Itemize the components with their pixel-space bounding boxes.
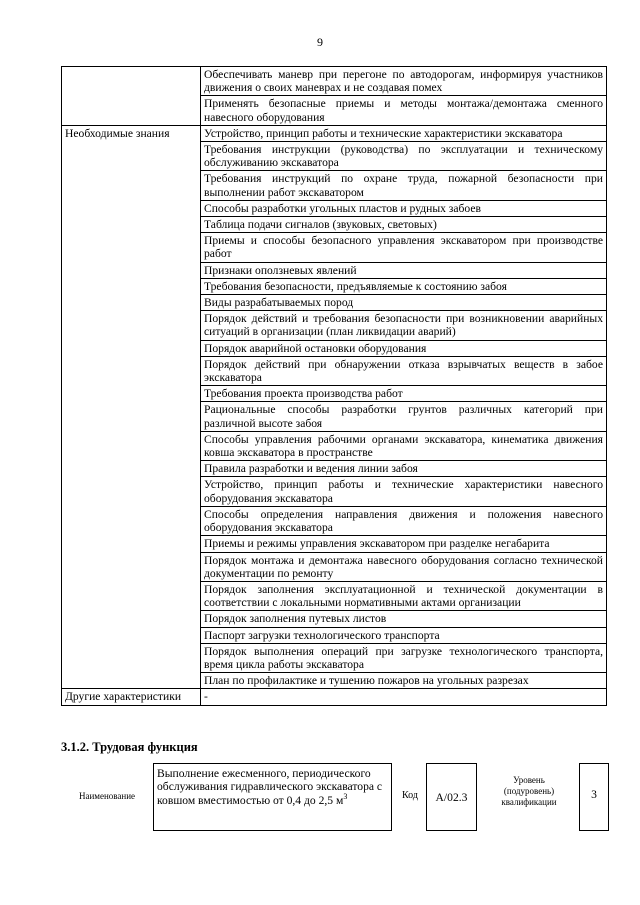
row-category-cell: Другие характеристики: [62, 689, 201, 705]
level-box: [579, 763, 609, 831]
row-content-cell: Устройство, принцип работы и технические характеристики навесного оборудования экскаватора: [201, 477, 607, 506]
function-name-box: [153, 763, 392, 831]
row-content-cell: Порядок аварийной остановки оборудования: [201, 340, 607, 356]
row-content-cell: Приемы и способы безопасного управления экскаватором при производстве работ: [201, 233, 607, 262]
row-category-cell: [62, 67, 201, 126]
row-content-cell: Требования инструкции (руководства) по эксплуатации и техническому обслуживанию экскаватора: [201, 142, 607, 171]
row-content-cell: Рациональные способы разработки грунтов различных категорий при различной высоте забоя: [201, 402, 607, 431]
row-content-cell: Обеспечивать маневр при перегоне по автодорогам, информируя участников движения о своих маневрах и не создавая помех: [201, 67, 607, 96]
function-name-text: Выполнение ежесменного, периодического обслуживания гидравлического экскаватора с ковшом вместимостью от 0,4 до 2,5 м: [157, 767, 383, 807]
row-content-cell: Порядок монтажа и демонтажа навесного оборудования согласно технической документации по ремонту: [201, 552, 607, 581]
row-content-cell: Способы управления рабочими органами экскаватора, кинематика движения ковша экскаватора в пространстве: [201, 431, 607, 460]
row-content-cell: Таблица подачи сигналов (звуковых, световых): [201, 217, 607, 233]
row-content-cell: Требования проекта производства работ: [201, 386, 607, 402]
row-content-cell: Требования инструкций по охране труда, пожарной безопасности при выполнении работ экскаватором: [201, 171, 607, 200]
row-content-cell: Способы определения направления движения и положения навесного оборудования экскаватора: [201, 506, 607, 535]
level-label: Уровень (подуровень) квалификации: [501, 775, 557, 807]
row-content-cell: Виды разрабатываемых пород: [201, 295, 607, 311]
row-content-cell: Способы разработки угольных пластов и рудных забоев: [201, 200, 607, 216]
code-label: Код: [402, 790, 418, 801]
row-content-cell: Паспорт загрузки технологического транспорта: [201, 627, 607, 643]
code-box: [426, 763, 477, 831]
row-content-cell: Требования безопасности, предъявляемые к состоянию забоя: [201, 278, 607, 294]
knowledge-table: [61, 66, 607, 706]
row-content-cell: Применять безопасные приемы и методы монтажа/демонтажа сменного навесного оборудования: [201, 96, 607, 125]
table-row: [62, 125, 607, 141]
function-name-superscript: 3: [343, 791, 348, 801]
row-content-cell: Порядок заполнения эксплуатационной и технической документации в соответствии с локальными нормативными актами организации: [201, 581, 607, 610]
row-content-cell: Порядок выполнения операций при загрузке технологического транспорта, время цикла работы экскаватора: [201, 643, 607, 672]
level-value: 3: [591, 788, 597, 801]
row-content-cell: Порядок действий и требования безопасности при возникновении аварийных ситуаций в организации (план ликвидации аварий): [201, 311, 607, 340]
row-content-cell: Признаки оползневых явлений: [201, 262, 607, 278]
row-content-cell: План по профилактике и тушению пожаров на угольных разрезах: [201, 673, 607, 689]
section-title: 3.1.2. Трудовая функция: [61, 740, 198, 754]
row-content-cell: Приемы и режимы управления экскаватором при разделке негабарита: [201, 536, 607, 552]
row-content-cell: Правила разработки и ведения линии забоя: [201, 461, 607, 477]
row-content-cell: Порядок действий при обнаружении отказа взрывчатых веществ в забое экскаватора: [201, 356, 607, 385]
name-label: Наименование: [78, 791, 136, 801]
table-row: [62, 689, 607, 705]
row-content-cell: Порядок заполнения путевых листов: [201, 611, 607, 627]
table-row: [62, 67, 607, 96]
code-value: А/02.3: [435, 791, 468, 804]
page-number: 9: [317, 35, 323, 49]
row-content-cell: Устройство, принцип работы и технические характеристики экскаватора: [201, 125, 607, 141]
row-content-cell: -: [201, 689, 607, 705]
row-category-cell: Необходимые знания: [62, 125, 201, 689]
